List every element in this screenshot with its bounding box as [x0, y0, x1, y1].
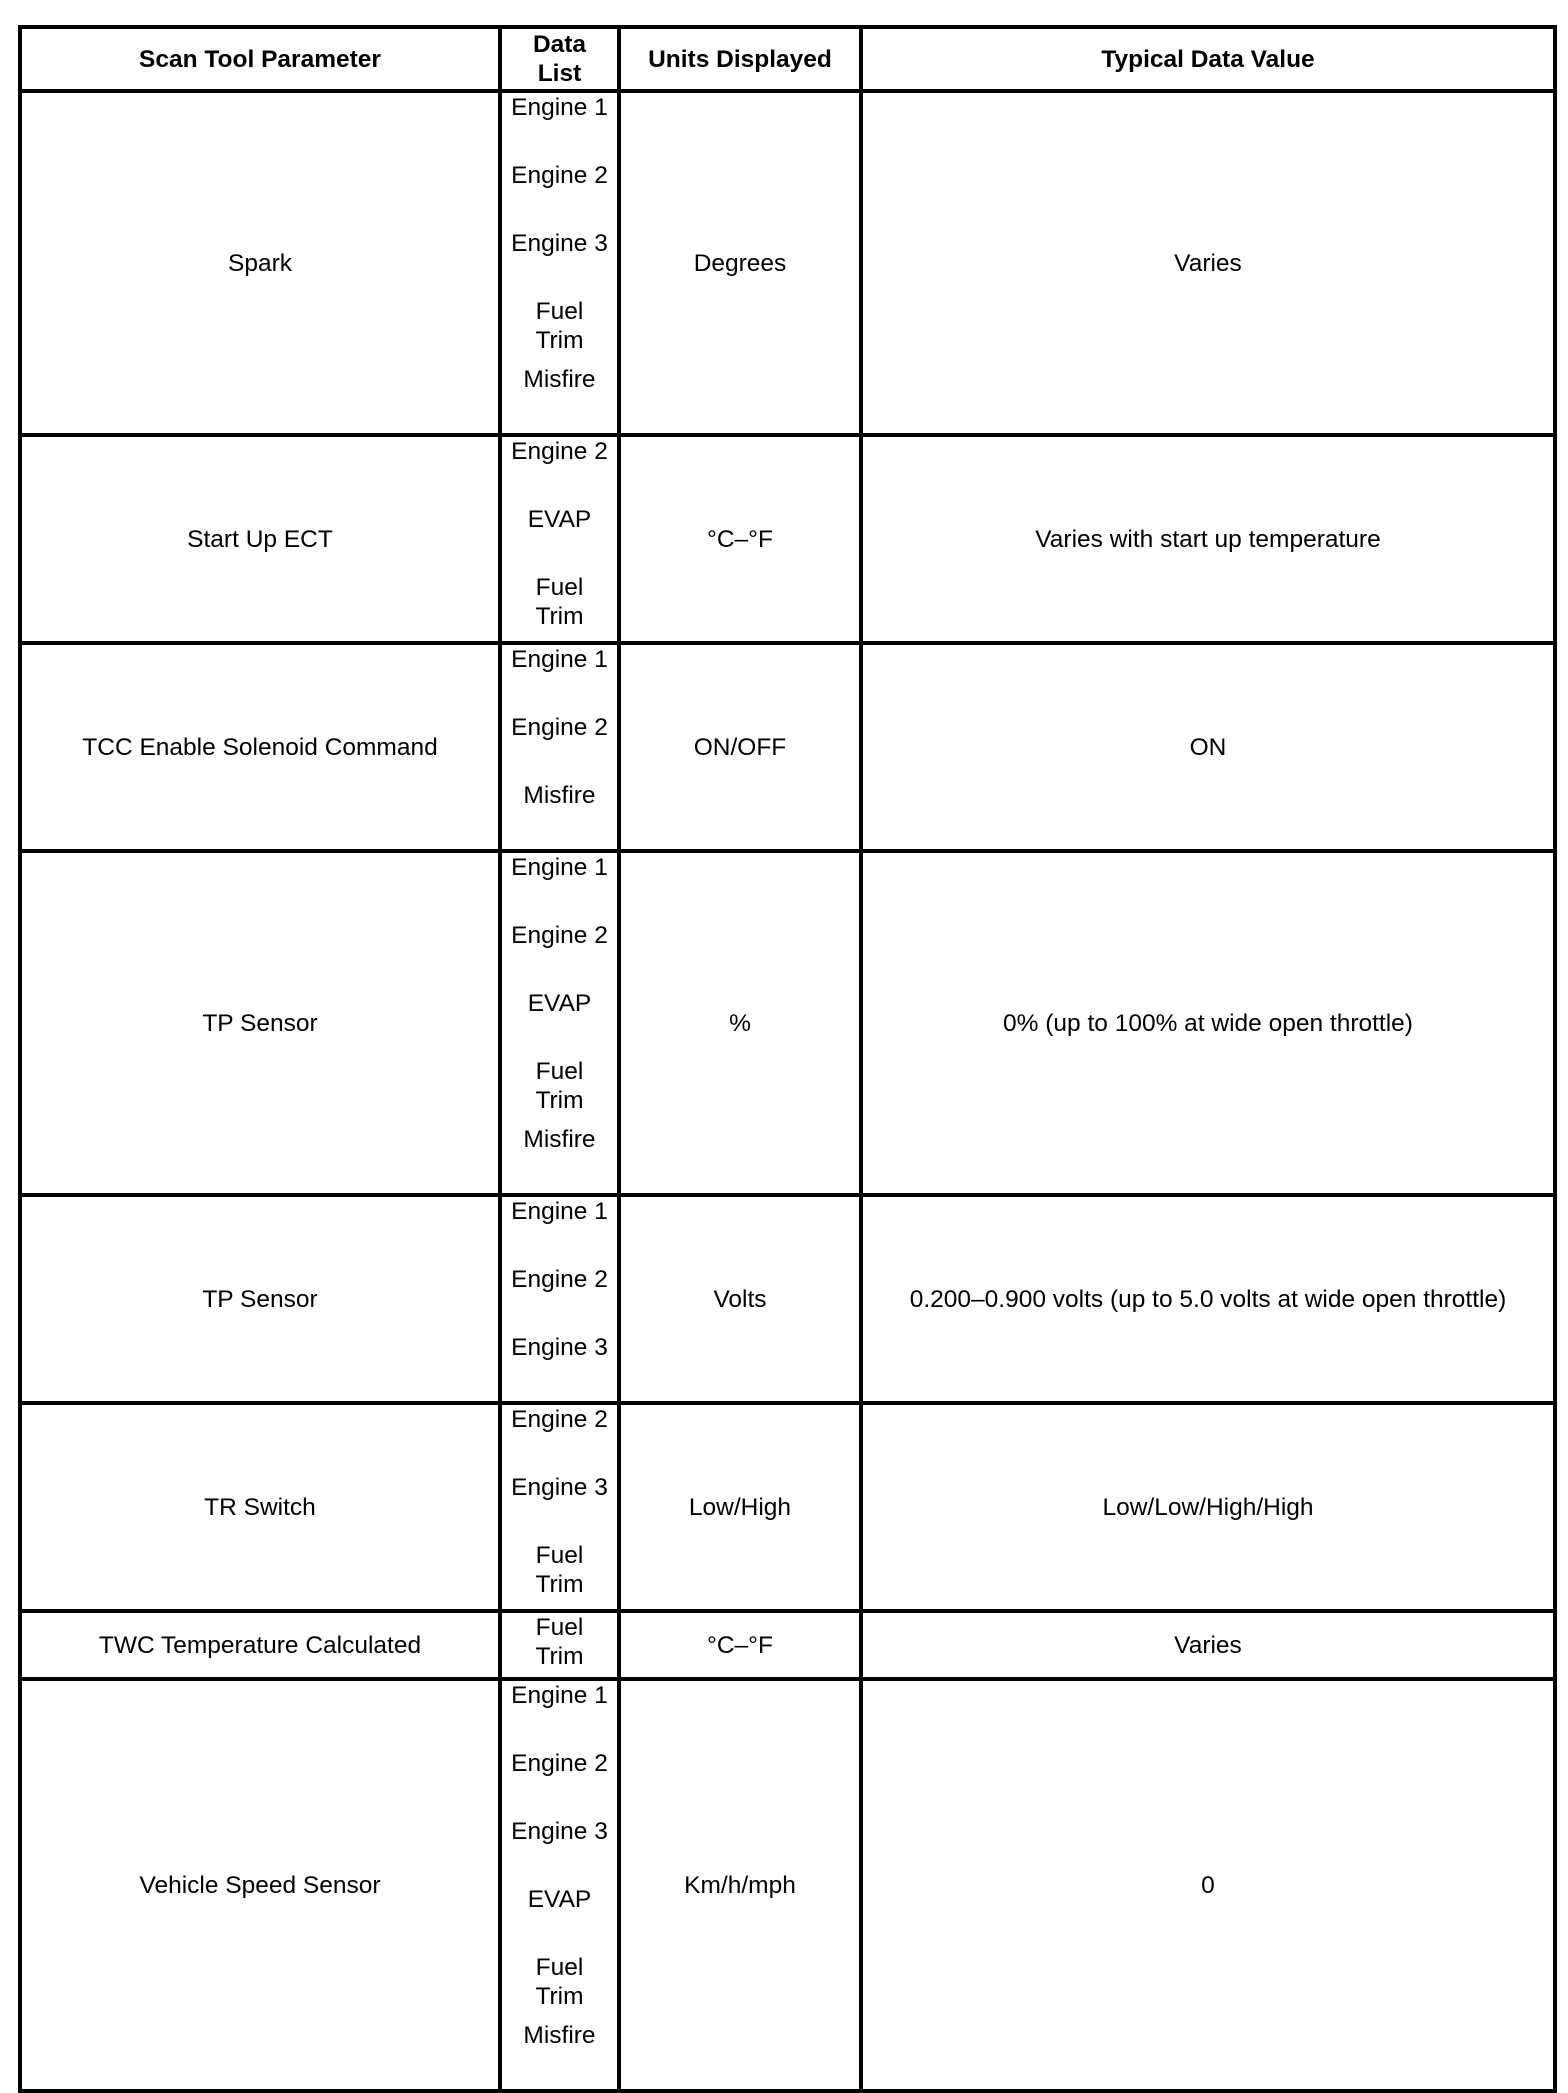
data-list-item: Engine 2: [511, 1750, 608, 1777]
cell-parameter: Start Up ECT: [20, 435, 500, 643]
data-list-item: Engine 2: [511, 1406, 608, 1433]
data-list-item: Engine 1: [511, 854, 608, 881]
cell-parameter: Spark: [20, 91, 500, 435]
cell-data-list: [500, 1679, 619, 2091]
cell-data-list: [500, 91, 619, 435]
cell-typical-value: 0% (up to 100% at wide open throttle): [861, 851, 1555, 1195]
data-list-item: Fuel Trim: [535, 574, 584, 630]
table-row: [20, 1679, 1555, 2091]
data-list-item: EVAP: [527, 990, 592, 1017]
data-list-item: Fuel Trim: [535, 1058, 584, 1114]
cell-units: Km/h/mph: [619, 1679, 861, 2091]
cell-parameter: TP Sensor: [20, 1195, 500, 1403]
data-list: [502, 1405, 617, 1609]
header-row: [20, 27, 1555, 91]
table-row: [20, 851, 1555, 1195]
table-row: [20, 1403, 1555, 1611]
table-row: [20, 435, 1555, 643]
data-list-item: Fuel Trim: [535, 1614, 584, 1670]
data-list: [502, 645, 617, 849]
data-list-item: Fuel Trim: [535, 1954, 584, 2010]
data-list-item: Misfire: [523, 2022, 596, 2049]
cell-parameter: TWC Temperature Calculated: [20, 1611, 500, 1679]
table-body: [20, 91, 1555, 2091]
data-list-item: Engine 1: [511, 646, 608, 673]
cell-units: %: [619, 851, 861, 1195]
table-row: [20, 1195, 1555, 1403]
data-list-item: Engine 2: [511, 1266, 608, 1293]
cell-parameter: TR Switch: [20, 1403, 500, 1611]
data-list-item: Misfire: [523, 1126, 596, 1153]
cell-typical-value: Low/Low/High/High: [861, 1403, 1555, 1611]
data-list-item: Engine 2: [511, 162, 608, 189]
data-list-item: Engine 2: [511, 438, 608, 465]
cell-units: °C–°F: [619, 435, 861, 643]
data-list: [502, 1613, 617, 1671]
data-list-item: Engine 3: [511, 1334, 608, 1361]
cell-typical-value: 0: [861, 1679, 1555, 2091]
data-list: [502, 1197, 617, 1401]
header-data-list: [500, 27, 619, 91]
header-data-list-line1: Data: [532, 31, 587, 58]
data-list-item: EVAP: [527, 1886, 592, 1913]
cell-typical-value: Varies: [861, 1611, 1555, 1679]
data-list-item: EVAP: [527, 506, 592, 533]
table-row: [20, 643, 1555, 851]
data-list: [502, 853, 617, 1193]
cell-data-list: [500, 1195, 619, 1403]
data-list-item: Misfire: [523, 366, 596, 393]
cell-typical-value: Varies with start up temperature: [861, 435, 1555, 643]
cell-data-list: [500, 643, 619, 851]
data-list-item: Misfire: [523, 782, 596, 809]
data-list-item: Engine 3: [511, 230, 608, 257]
cell-units: ON/OFF: [619, 643, 861, 851]
cell-parameter: Vehicle Speed Sensor: [20, 1679, 500, 2091]
cell-data-list: [500, 851, 619, 1195]
header-data-list-line2: List: [537, 60, 582, 87]
data-list-item: Engine 1: [511, 94, 608, 121]
cell-parameter: TCC Enable Solenoid Command: [20, 643, 500, 851]
data-list-item: Engine 2: [511, 714, 608, 741]
data-list-item: Fuel Trim: [535, 1542, 584, 1598]
cell-typical-value: Varies: [861, 91, 1555, 435]
header-typical: Typical Data Value: [861, 27, 1555, 91]
data-list-item: Engine 1: [511, 1682, 608, 1709]
header-units: Units Displayed: [619, 27, 861, 91]
cell-typical-value: ON: [861, 643, 1555, 851]
data-list-item: Engine 3: [511, 1474, 608, 1501]
cell-data-list: [500, 1611, 619, 1679]
table-row: [20, 1611, 1555, 1679]
data-list-item: Fuel Trim: [535, 298, 584, 354]
cell-data-list: [500, 1403, 619, 1611]
scan-tool-data-table: [18, 25, 1557, 2093]
data-list-item: Engine 3: [511, 1818, 608, 1845]
cell-typical-value: 0.200–0.900 volts (up to 5.0 volts at wide open throttle): [861, 1195, 1555, 1403]
data-list-item: Engine 2: [511, 922, 608, 949]
cell-parameter: TP Sensor: [20, 851, 500, 1195]
data-list: [502, 93, 617, 433]
table-row: [20, 91, 1555, 435]
cell-units: Volts: [619, 1195, 861, 1403]
data-list: [502, 437, 617, 641]
header-parameter: Scan Tool Parameter: [20, 27, 500, 91]
cell-data-list: [500, 435, 619, 643]
data-list: [502, 1681, 617, 2089]
cell-units: °C–°F: [619, 1611, 861, 1679]
data-list-item: Engine 1: [511, 1198, 608, 1225]
cell-units: Degrees: [619, 91, 861, 435]
cell-units: Low/High: [619, 1403, 861, 1611]
